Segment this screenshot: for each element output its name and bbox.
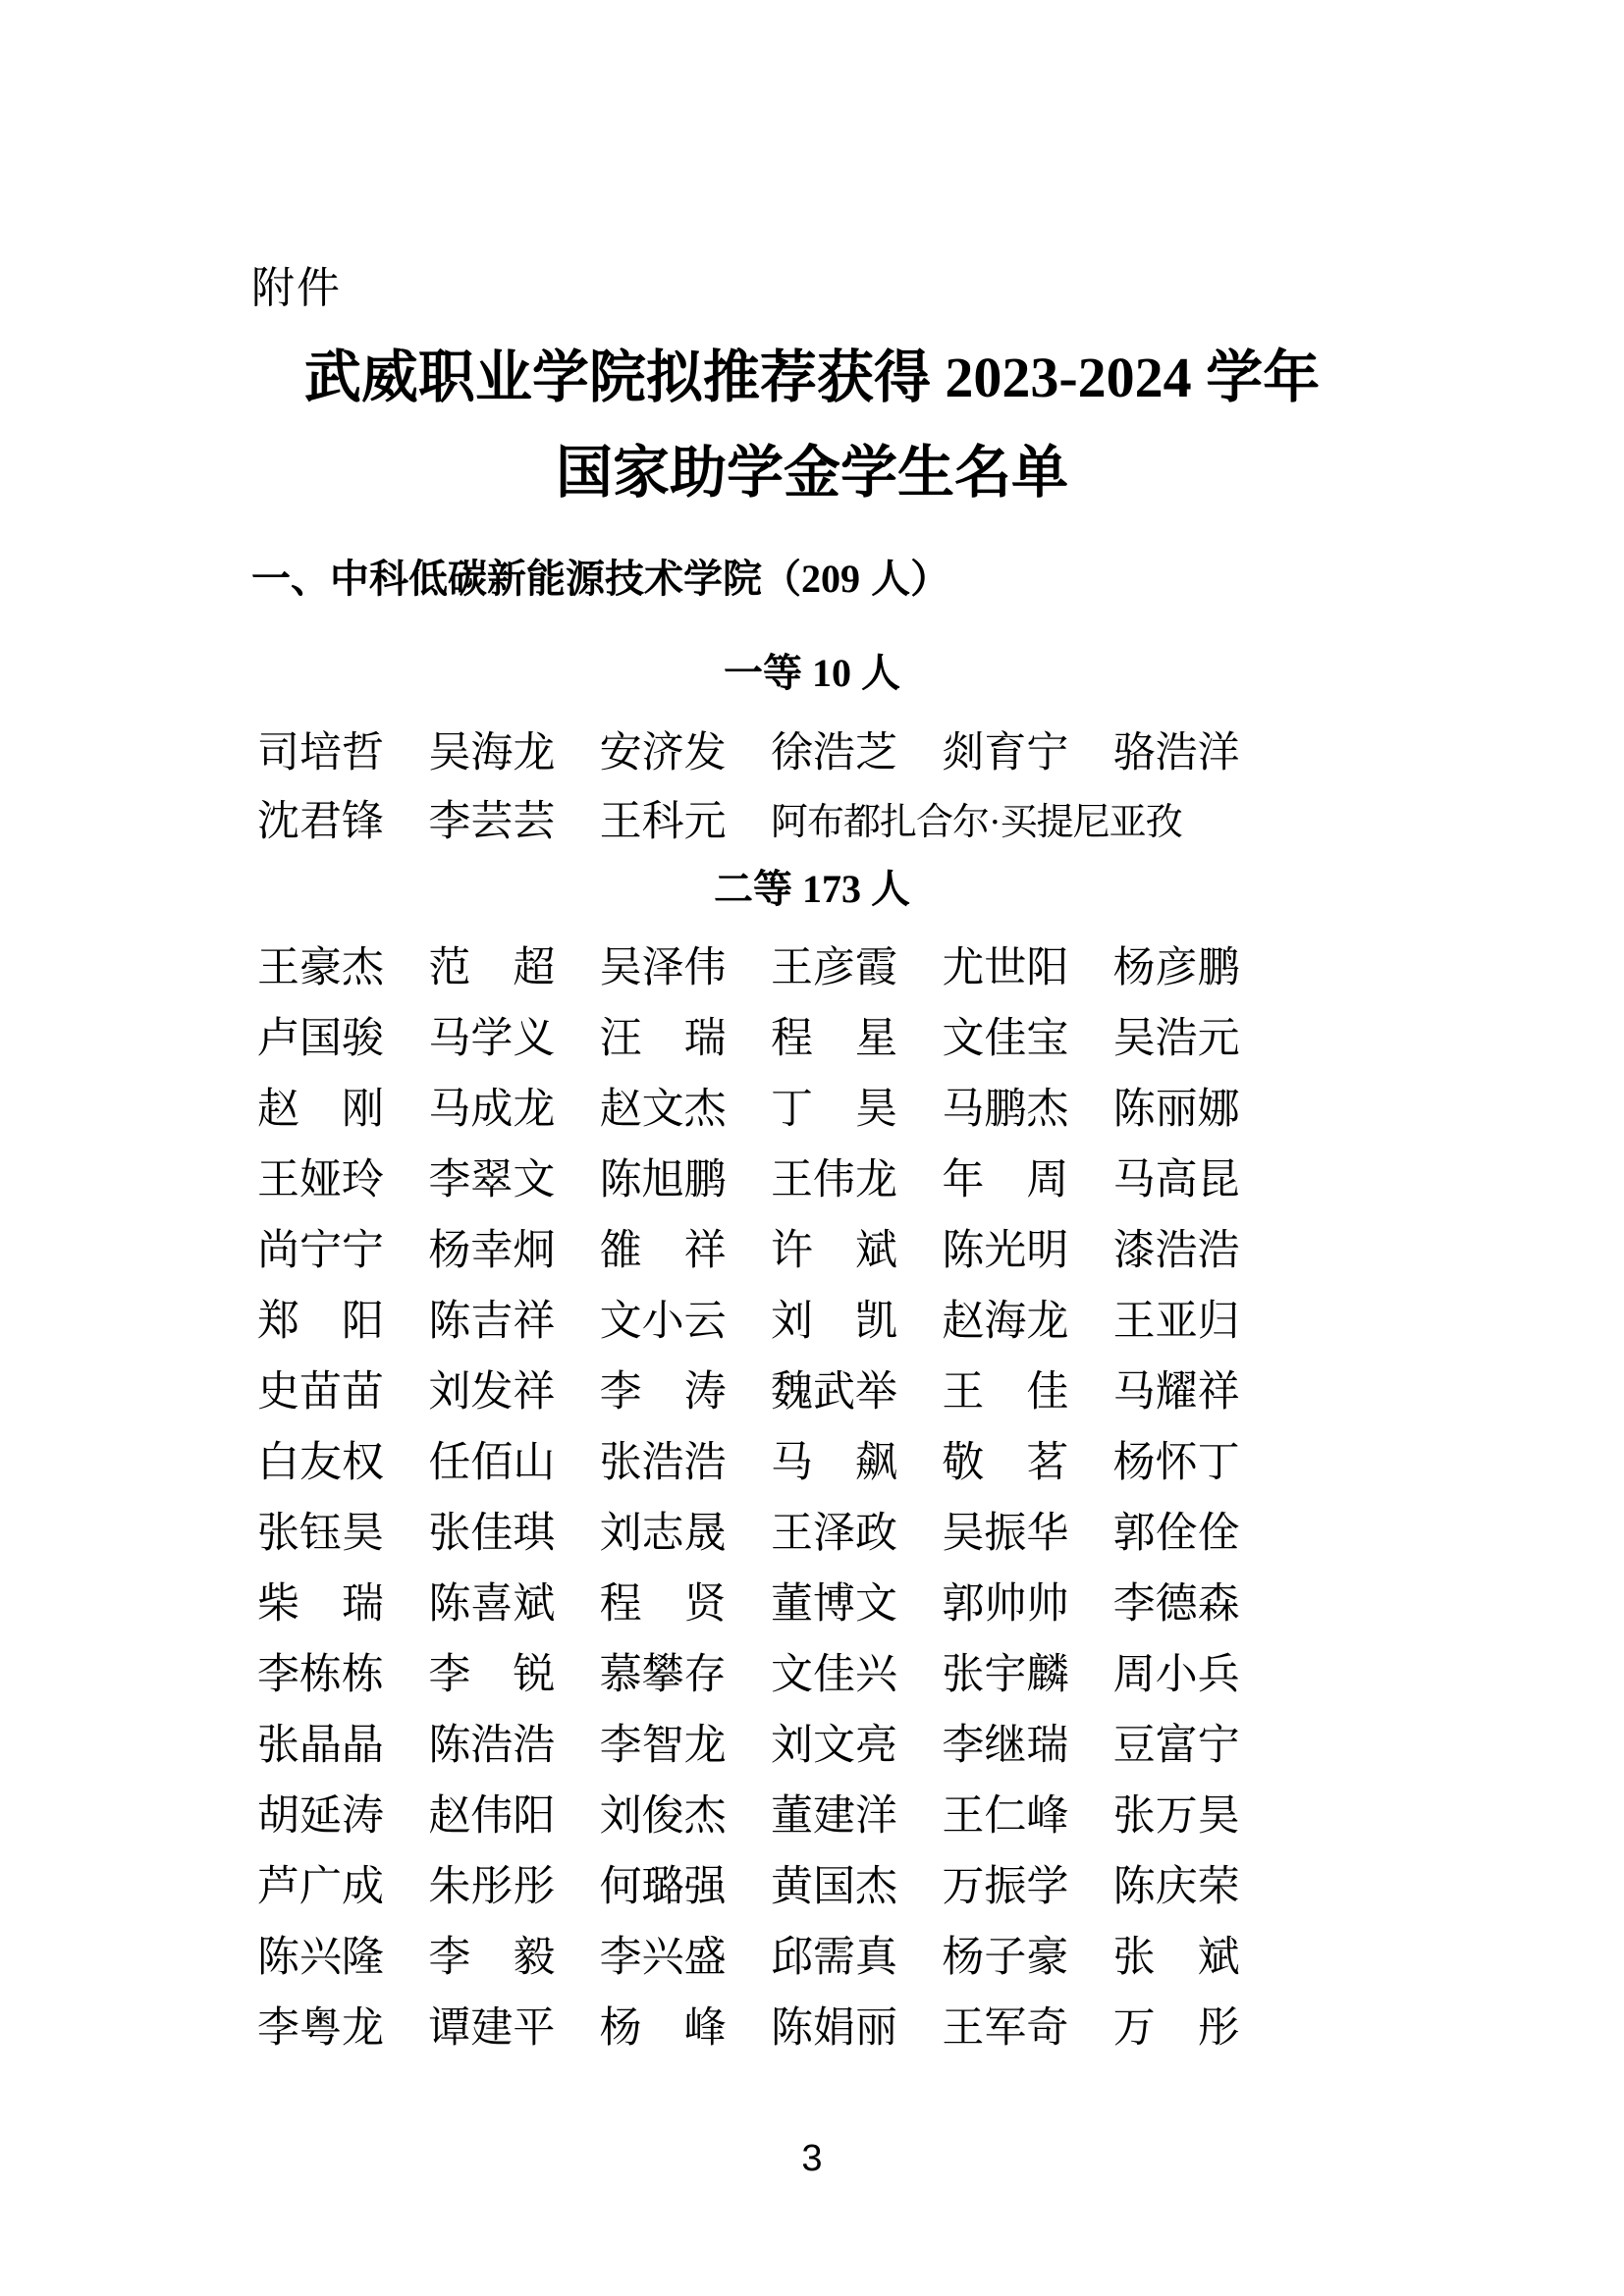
student-name: 王伟龙 xyxy=(770,1156,897,1203)
student-name: 吴振华 xyxy=(942,1510,1069,1557)
student-name: 刘俊杰 xyxy=(599,1792,727,1840)
student-name: 年 周 xyxy=(942,1156,1069,1203)
student-name: 漆浩浩 xyxy=(1112,1227,1240,1274)
student-name: 李栋栋 xyxy=(257,1651,384,1698)
student-name: 文佳宝 xyxy=(942,1015,1069,1062)
student-name: 吴海龙 xyxy=(428,729,556,776)
student-name: 王科元 xyxy=(599,798,727,845)
student-name: 骆浩洋 xyxy=(1112,729,1240,776)
student-name: 范 超 xyxy=(428,944,556,991)
student-name: 张浩浩 xyxy=(599,1439,727,1486)
student-name: 陈娟丽 xyxy=(770,2004,897,2052)
student-name: 李 锐 xyxy=(428,1651,556,1698)
student-name: 陈庆荣 xyxy=(1112,1863,1240,1910)
student-name: 王泽政 xyxy=(770,1510,897,1557)
title-line-2: 国家助学金学生名单 xyxy=(555,441,1068,505)
student-name: 马鹏杰 xyxy=(942,1086,1069,1133)
student-name: 李继瑞 xyxy=(942,1722,1069,1769)
student-name: 汪 瑞 xyxy=(599,1015,727,1062)
student-name: 万 彤 xyxy=(1112,2004,1240,2052)
student-name: 王 佳 xyxy=(942,1368,1069,1415)
student-name: 马成龙 xyxy=(428,1086,556,1133)
student-name: 许 斌 xyxy=(770,1227,897,1274)
student-name: 芦广成 xyxy=(257,1863,384,1910)
student-name: 马 飙 xyxy=(770,1439,897,1486)
student-name: 李粤龙 xyxy=(257,2004,384,2052)
student-name: 黄国杰 xyxy=(770,1863,897,1910)
student-name: 李翠文 xyxy=(428,1156,556,1203)
student-name: 张钰昊 xyxy=(257,1510,384,1557)
section-count: 209 xyxy=(801,557,860,601)
student-name: 徐浩芝 xyxy=(770,729,897,776)
student-name: 史苗苗 xyxy=(257,1368,384,1415)
student-name: 李 毅 xyxy=(428,1934,556,1981)
student-name: 杨彦鹏 xyxy=(1112,944,1240,991)
student-name: 王亚归 xyxy=(1112,1298,1240,1345)
student-name: 马高昆 xyxy=(1112,1156,1240,1203)
student-name: 阿布都扎合尔·买提尼亚孜 xyxy=(770,801,1182,843)
student-name: 吴浩元 xyxy=(1112,1015,1240,1062)
student-name: 沈君锋 xyxy=(257,798,384,845)
student-name: 杨子豪 xyxy=(942,1934,1069,1981)
student-name: 董博文 xyxy=(770,1580,897,1628)
student-name: 董建洋 xyxy=(770,1792,897,1840)
student-name: 李芸芸 xyxy=(428,798,556,845)
student-name: 尚宁宁 xyxy=(257,1227,384,1274)
student-name: 文佳兴 xyxy=(770,1651,897,1698)
student-name: 郑 阳 xyxy=(257,1298,384,1345)
student-name: 王彦霞 xyxy=(770,944,897,991)
section-heading-text: 一、中科低碳新能源技术学院（ xyxy=(251,558,801,601)
student-name: 陈浩浩 xyxy=(428,1722,556,1769)
student-name: 张宇麟 xyxy=(942,1651,1069,1698)
student-name: 张万昊 xyxy=(1112,1792,1240,1840)
student-name: 尤世阳 xyxy=(942,944,1069,991)
tier-1-name-grid xyxy=(257,715,1284,852)
section-heading xyxy=(251,556,949,603)
student-name: 豆富宁 xyxy=(1112,1722,1240,1769)
tier-2-heading: 二等 173 人 xyxy=(714,867,910,911)
student-name: 郭佺佺 xyxy=(1112,1510,1240,1557)
attachment-label: 附件 xyxy=(251,264,342,312)
student-name: 赵 刚 xyxy=(257,1086,384,1133)
student-name: 赵海龙 xyxy=(942,1298,1069,1345)
student-name: 刘发祥 xyxy=(428,1368,556,1415)
student-name: 刘志晟 xyxy=(599,1510,727,1557)
tier-1-heading: 一等 10 人 xyxy=(724,651,900,695)
student-name: 张 斌 xyxy=(1112,1934,1240,1981)
tier-2-name-grid xyxy=(257,929,1284,2059)
student-name: 陈喜斌 xyxy=(428,1580,556,1628)
student-name: 马学义 xyxy=(428,1015,556,1062)
student-name: 邱需真 xyxy=(770,1934,897,1981)
student-name: 杨 峰 xyxy=(599,2004,727,2052)
student-name: 李德森 xyxy=(1112,1580,1240,1628)
student-name: 吴泽伟 xyxy=(599,944,727,991)
student-name: 胡延涛 xyxy=(257,1792,384,1840)
student-name: 任佰山 xyxy=(428,1439,556,1486)
student-name: 程 贤 xyxy=(599,1580,727,1628)
student-name: 朱彤彤 xyxy=(428,1863,556,1910)
document-title xyxy=(0,330,1624,520)
student-name: 郭帅帅 xyxy=(942,1580,1069,1628)
student-name: 陈丽娜 xyxy=(1112,1086,1240,1133)
student-name: 陈光明 xyxy=(942,1227,1069,1274)
student-name: 谭建平 xyxy=(428,2004,556,2052)
student-name: 文小云 xyxy=(599,1298,727,1345)
student-name: 杨怀丁 xyxy=(1112,1439,1240,1486)
student-name: 敬 茗 xyxy=(942,1439,1069,1486)
student-name: 雒 祥 xyxy=(599,1227,727,1274)
student-name: 赵文杰 xyxy=(599,1086,727,1133)
student-name: 赵伟阳 xyxy=(428,1792,556,1840)
student-name: 周小兵 xyxy=(1112,1651,1240,1698)
student-name: 李 涛 xyxy=(599,1368,727,1415)
student-name: 王豪杰 xyxy=(257,944,384,991)
student-name: 王仁峰 xyxy=(942,1792,1069,1840)
student-name: 安济发 xyxy=(599,729,727,776)
student-name: 陈兴隆 xyxy=(257,1934,384,1981)
student-name: 魏武举 xyxy=(770,1368,897,1415)
student-name: 王娅玲 xyxy=(257,1156,384,1203)
student-name: 杨幸炯 xyxy=(428,1227,556,1274)
student-name: 程 星 xyxy=(770,1015,897,1062)
student-name: 司培哲 xyxy=(257,729,384,776)
student-name: 刘文亮 xyxy=(770,1722,897,1769)
student-name: 剡育宁 xyxy=(942,729,1069,776)
student-name: 陈吉祥 xyxy=(428,1298,556,1345)
student-name: 刘 凯 xyxy=(770,1298,897,1345)
student-name: 万振学 xyxy=(942,1863,1069,1910)
title-line-1: 武威职业学院拟推荐获得 2023-2024 学年 xyxy=(303,346,1321,409)
student-name: 慕攀存 xyxy=(599,1651,727,1698)
section-heading-suffix: 人） xyxy=(860,558,950,601)
student-name: 马耀祥 xyxy=(1112,1368,1240,1415)
student-name: 卢国骏 xyxy=(257,1015,384,1062)
student-name: 王军奇 xyxy=(942,2004,1069,2052)
student-name: 李兴盛 xyxy=(599,1934,727,1981)
student-name: 张晶晶 xyxy=(257,1722,384,1769)
student-name: 丁 昊 xyxy=(770,1086,897,1133)
student-name: 李智龙 xyxy=(599,1722,727,1769)
student-name: 白友权 xyxy=(257,1439,384,1486)
student-name: 陈旭鹏 xyxy=(599,1156,727,1203)
student-name: 柴 瑞 xyxy=(257,1580,384,1628)
student-name: 何璐强 xyxy=(599,1863,727,1910)
page-number: 3 xyxy=(801,2138,823,2179)
student-name: 张佳琪 xyxy=(428,1510,556,1557)
